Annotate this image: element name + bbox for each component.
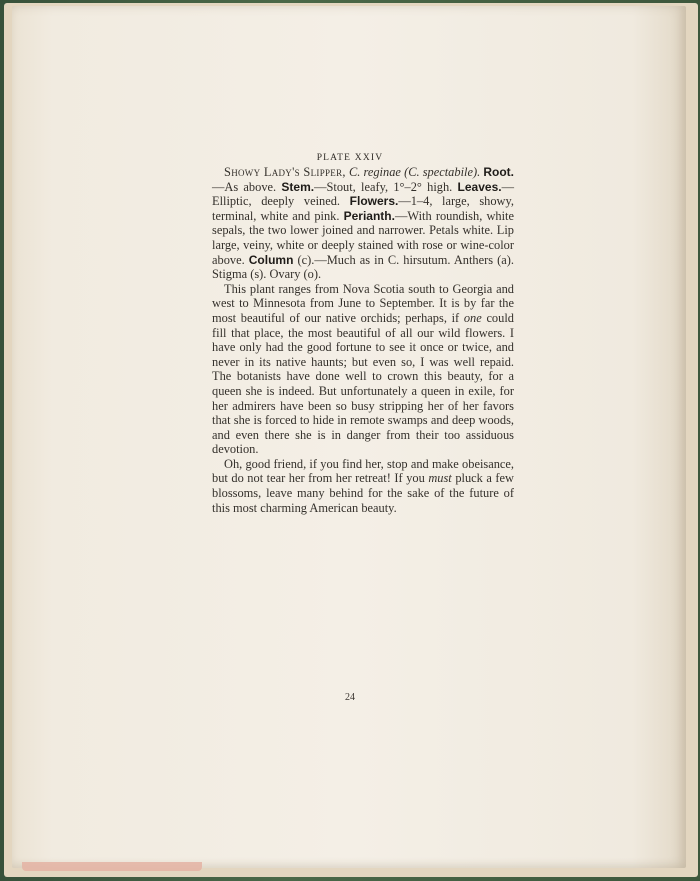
range-paragraph bbox=[212, 282, 514, 457]
flowers-label: Flowers. bbox=[349, 194, 399, 209]
closing-text-a: Oh, good friend, if you find her, stop and make obeisance, but do not tear her from her retreat! If you bbox=[212, 456, 514, 486]
body-text bbox=[212, 165, 514, 515]
column-text: (c).—Much as in C. hirsutum. Anthers (a). Stigma (s). Ovary (o). bbox=[212, 252, 514, 282]
closing-text-b: pluck a few blossoms, leave many behind for the sake of the future of this most charming American beauty. bbox=[212, 471, 514, 515]
column-label: Column bbox=[248, 252, 294, 267]
range-text-a: This plant ranges from Nova Scotia south to Georgia and west to Minnesota from June to September. It is by far the most beautiful of our native orchids; perhaps, if bbox=[212, 281, 514, 325]
leaves-text: —Elliptic, deeply veined. bbox=[212, 179, 514, 209]
root-label: Root. bbox=[483, 165, 515, 179]
page-number: 24 bbox=[345, 692, 355, 703]
scientific-synonym: (C. spectabile). bbox=[404, 165, 481, 179]
description-paragraph bbox=[212, 165, 514, 282]
stem-label: Stem. bbox=[281, 179, 315, 194]
perianth-text: —With roundish, white sepals, the two lower joined and narrower. Petals white. Lip large, veiny, white or deeply stained with rose or wine-color above. bbox=[212, 208, 514, 267]
perianth-label: Perianth. bbox=[343, 208, 395, 223]
scientific-name: C. reginae bbox=[348, 165, 401, 179]
closing-paragraph bbox=[212, 457, 514, 515]
root-text: —As above. bbox=[212, 179, 277, 194]
closing-text-emphasis: must bbox=[428, 471, 452, 486]
flowers-text: —1–4, large, showy, terminal, white and pink. bbox=[212, 194, 514, 223]
range-text-b: could fill that place, the most beautiful of all our wild flowers. I have only had the good fortune to see it once or twice, and never in its native haunts; but even so, I was well repaid. The botanists have done well to crown this beauty, for a queen she is indeed. But unfortunately a queen in exile, for her admirers have been so busy stripping her of her favors that she is forced to hide in remote swamps and deep woods, and even there she is in danger from their too assiduous devotion. bbox=[212, 310, 514, 457]
leaves-label: Leaves. bbox=[457, 179, 502, 194]
stem-text: —Stout, leafy, 1°–2° high. bbox=[314, 179, 453, 194]
pink-paper-edge bbox=[22, 862, 202, 871]
plate-title: PLATE XXIV bbox=[316, 153, 384, 163]
range-text-emphasis: one bbox=[463, 310, 482, 325]
common-name: Showy Lady's Slipper, bbox=[224, 165, 346, 179]
